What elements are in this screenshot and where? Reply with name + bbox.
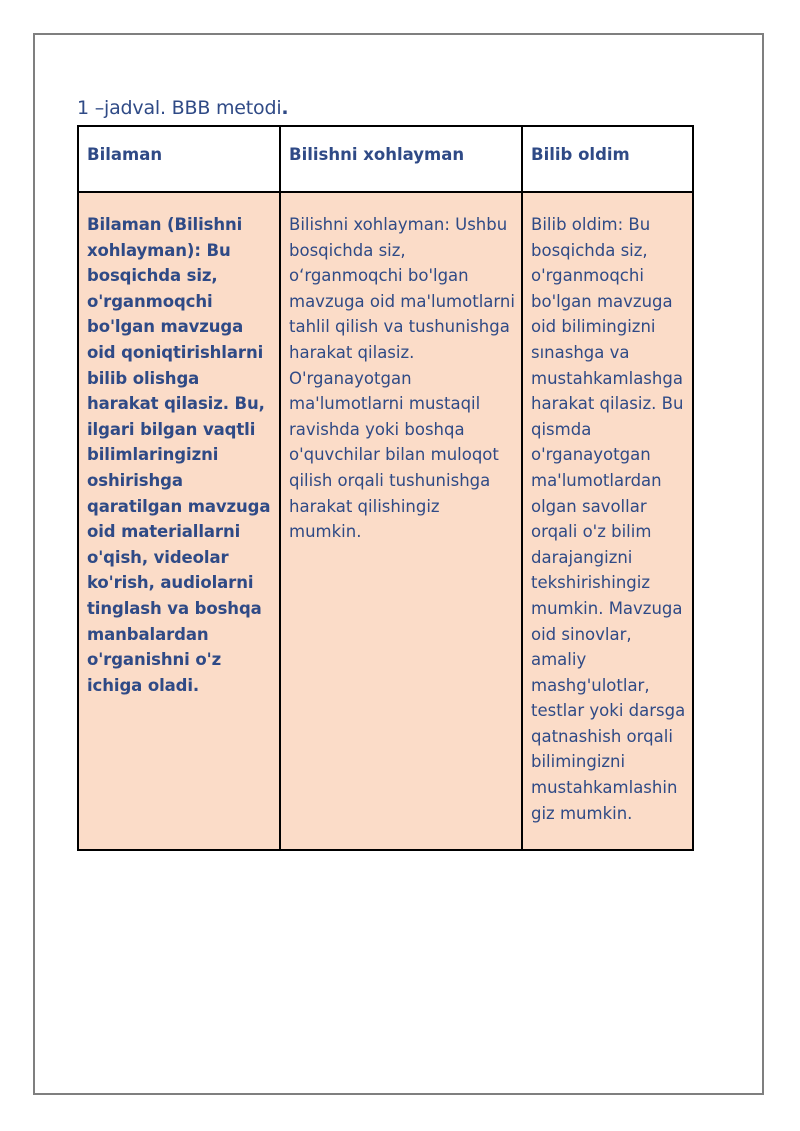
caption-text: 1 –jadval. BBB metodi	[77, 97, 282, 119]
header-bilishni-xohlayman: Bilishni xohlayman	[280, 126, 522, 192]
cell-bilib-oldim: Bilib oldim: Bu bosqichda siz, o'rganmoqchi bo'lgan mavzuga oid bilimingizni sınashga va mustahkamlashga harakat qilasiz. Bu qismda o'rganayotgan ma'lumotlardan olgan savollar orqali o'z bilim darajangizni tekshirishingiz mumkin. Mavzuga oid sinovlar, amaliy mashg'ulotlar, testlar yoki darsga qatnashish orqali bilimingizni mustahkamlashingiz mumkin.	[522, 192, 693, 850]
table-header-row	[78, 126, 693, 192]
bbb-method-table	[77, 125, 694, 851]
cell-bilishni-xohlayman: Bilishni xohlayman: Ushbu bosqichda siz, o‘rganmoqchi bo'lgan mavzuga oid ma'lumotlarni tahlil qilish va tushunishga harakat qilasiz. O'rganayotgan ma'lumotlarni mustaqil ravishda yoki boshqa o'quvchilar bilan muloqot qilish orqali tushunishga harakat qilishingiz mumkin.	[280, 192, 522, 850]
header-bilaman: Bilaman	[78, 126, 280, 192]
table-caption	[77, 97, 288, 119]
table-row	[78, 192, 693, 850]
cell-bilaman: Bilaman (Bilishni xohlayman): Bu bosqichda siz, o'rganmoqchi bo'lgan mavzuga oid qoniqtirishlarni bilib olishga harakat qilasiz. Bu, ilgari bilgan vaqtli bilimlaringizni oshirishga qaratilgan mavzuga oid materiallarni o'qish, videolar ko'rish, audiolarni tinglash va boshqa manbalardan o'rganishni o'z ichiga oladi.	[78, 192, 280, 850]
header-bilib-oldim: Bilib oldim	[522, 126, 693, 192]
caption-period: .	[281, 97, 289, 119]
